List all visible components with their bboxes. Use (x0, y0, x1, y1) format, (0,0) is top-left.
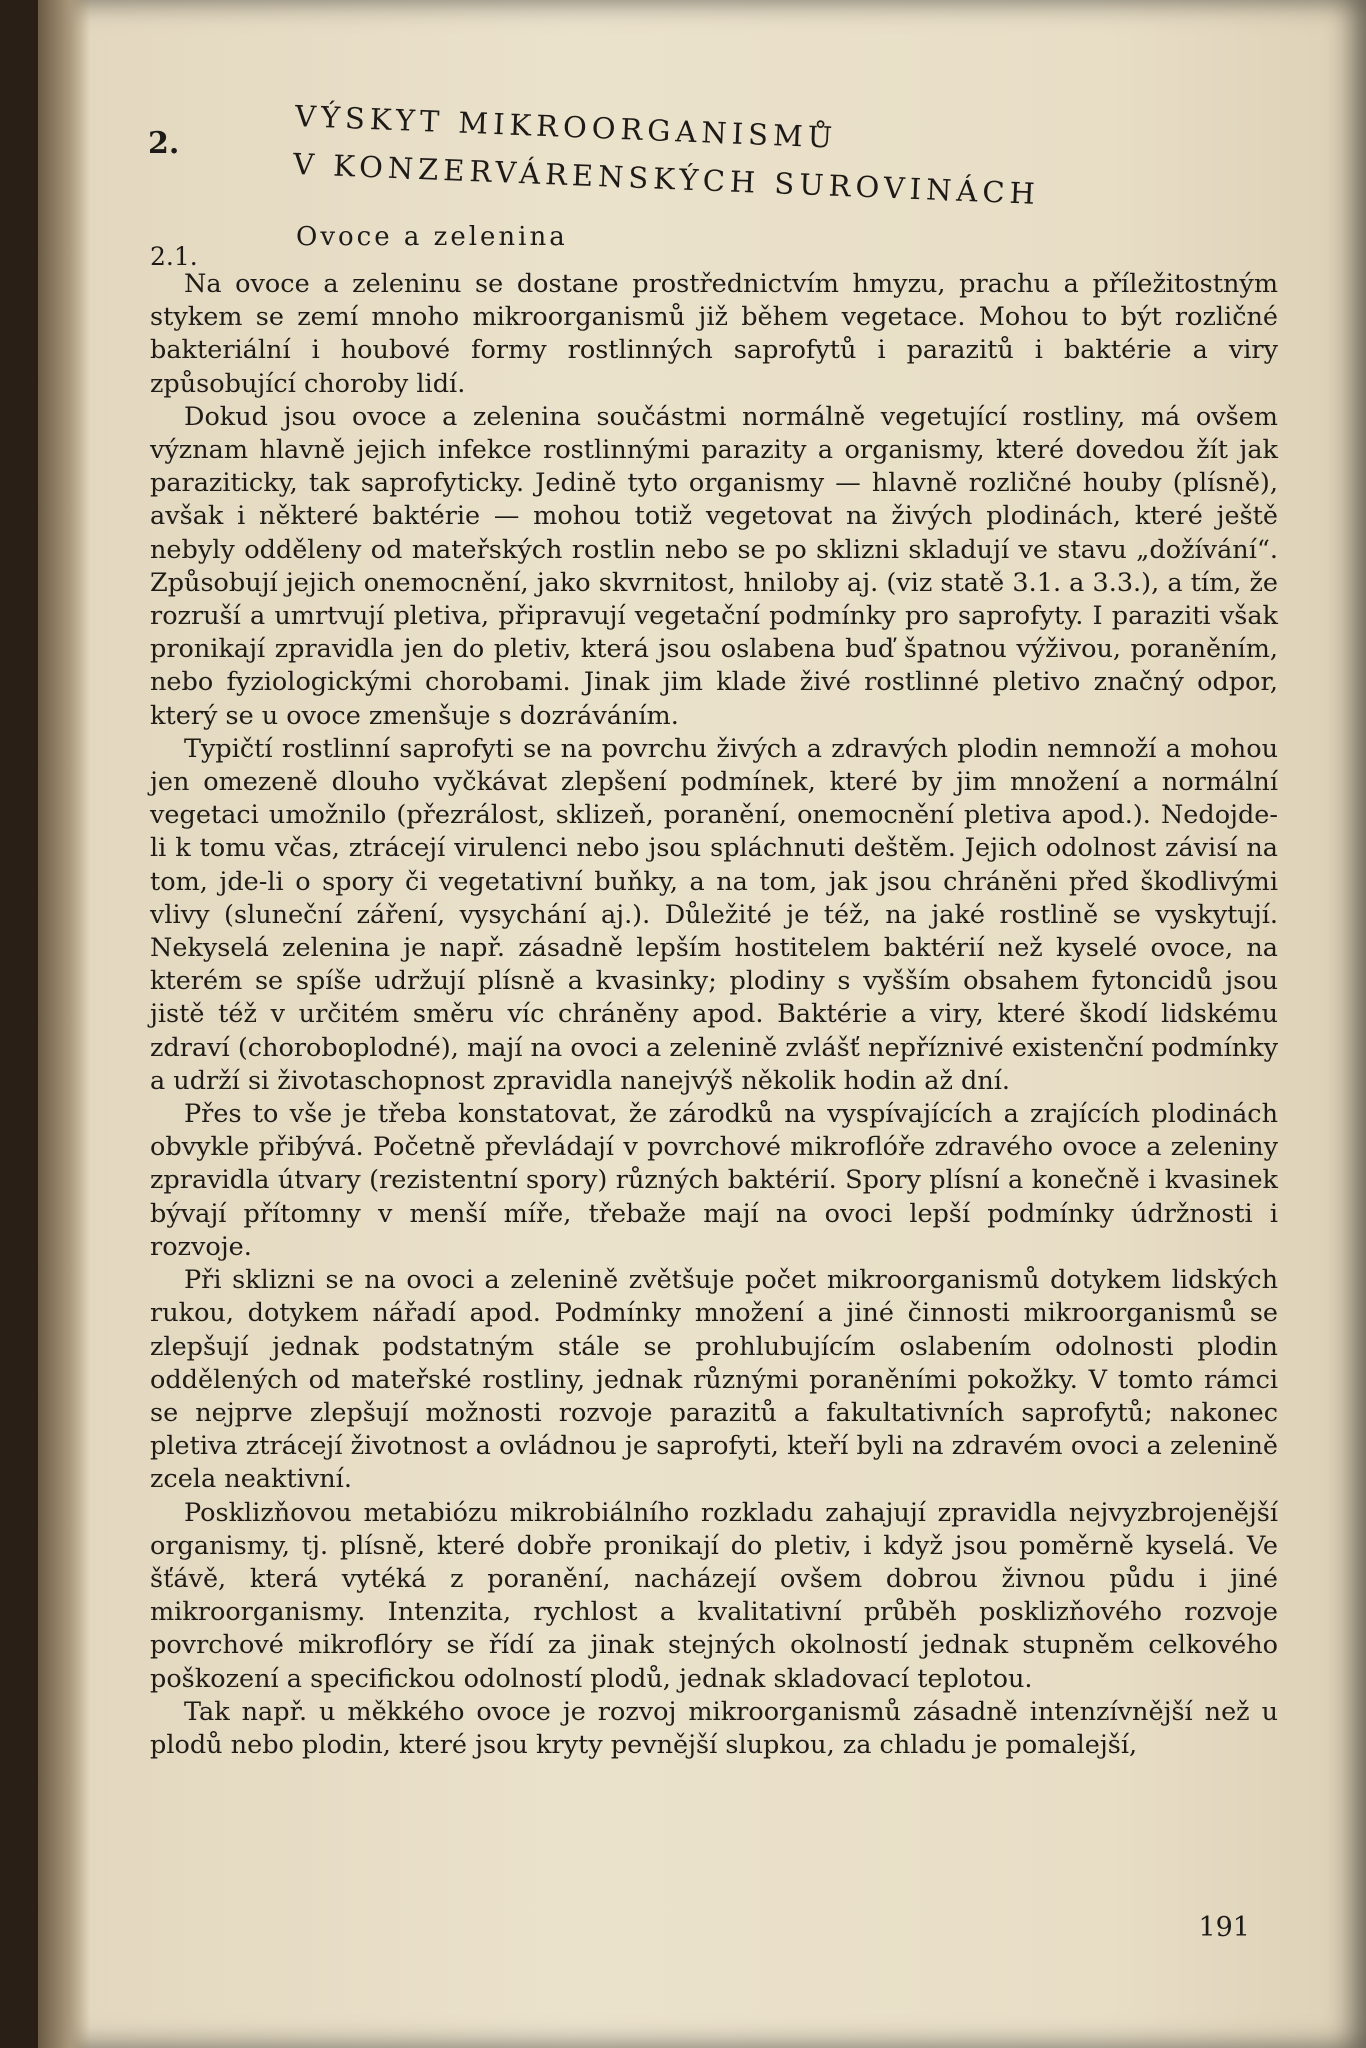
paragraph-7: Tak např. u měkkého ovoce je rozvoj mikroorganismů zásadně intenzívnější než u plodů nebo plodin, které jsou kryty pevnější slupkou, za chladu je pomalejší, (150, 1696, 1278, 1760)
paragraph-5: Při sklizni se na ovoci a zelenině zvětšuje počet mikroorganismů dotykem lidských rukou, dotykem nářadí apod. Podmínky množení a jiné činnosti mikroorganismů se zlepšují jednak podstatným stále se prohlubujícím oslabením odolnosti plodin oddělených od mateřské rostliny, jednak různými poraněními pokožky. V tomto rámci se nejprve zlepšují možnosti rozvoje parazitů a fakultativních saprofytů; nakonec pletiva ztrácejí životnost a ovládnou je saprofyti, kteří byli na zdravém ovoci a zelenině zcela neaktivní. (150, 1265, 1278, 1495)
paragraph-4: Přes to vše je třeba konstatovat, že zárodků na vyspívajících a zrajících plodinách obvykle přibývá. Početně převládají v povrchové mikroflóře zdravého ovoce a zeleniny zpravidla útvary (rezistentní spory) různých baktérií. Spory plísní a konečně i kvasinek bývají přítomny v menší míře, třebaže mají na ovoci lepší podmínky údržnosti i rozvoje. (150, 1099, 1278, 1262)
paragraph-3: Typičtí rostlinní saprofyti se na povrchu živých a zdravých plodin nemnoží a mohou jen omezeně dlouho vyčkávat zlepšení podmínek, které by jim množení a normální vegetaci umožnilo (přezrálost, sklizeň, poranění, onemocnění pletiva apod.). Nedojde-li k tomu včas, ztrácejí virulenci nebo jsou spláchnuti deštěm. Jejich odolnost závisí na tom, jde-li o spory či vegetativní buňky, a na tom, jak jsou chráněni před škodlivými vlivy (sluneční záření, vysychání aj.). Důležité je též, na jaké rostlině se vyskytují. Nekyselá zelenina je např. zásadně lepším hostitelem baktérií než kyselé ovoce, na kterém se spíše udržují plísně a kvasinky; plodiny s vyšším obsahem fytoncidů jsou jistě též v určitém směru víc chráněny apod. Baktérie a viry, které škodí lidskému zdraví (choroboplodné), mají na ovoci a zelenině zvlášť nepříznivé existenční podmínky a udrží si životaschopnost zpravidla nanejvýš několik hodin až dní. (150, 733, 1278, 1096)
section-title: Ovoce a zelenina (296, 222, 568, 252)
body-text (150, 268, 1278, 1762)
paragraph-6: Posklizňovou metabiózu mikrobiálního rozkladu zahajují zpravidla nejvyzbrojenější organismy, tj. plísně, které dobře pronikají do pletiv, i když jsou poměrně kyselá. Ve šťávě, která vytéká z poranění, nacházejí ovšem dobrou živnou půdu i jiné mikroorganismy. Intenzita, rychlost a kvalitativní průběh posklizňového rozvoje povrchové mikroflóry se řídí za jinak stejných okolností jednak stupněm celkového poškození a specifickou odolností plodů, jednak skladovací teplotou. (150, 1497, 1278, 1694)
chapter-title-line-2: V KONZERVÁRENSKÝCH SUROVINÁCH (292, 146, 1041, 211)
chapter-title (292, 92, 1195, 224)
chapter-title-line-1: VÝSKYT MIKROORGANISMŮ (294, 98, 838, 155)
page-number: 191 (1198, 1912, 1250, 1943)
book-spine-shadow (38, 0, 90, 2048)
book-page (38, 0, 1366, 2048)
chapter-number: 2. (148, 126, 180, 161)
section-number: 2.1. (150, 242, 198, 271)
paragraph-2: Dokud jsou ovoce a zelenina součástmi normálně vegetující rostliny, má ovšem význam hlavně jejich infekce rostlinnými parazity a organismy, které dovedou žít jak paraziticky, tak saprofyticky. Jedině tyto organismy — hlavně rozličné houby (plísně), avšak i některé baktérie — mohou totiž vegetovat na živých plodinách, které ještě nebyly odděleny od mateřských rostlin nebo se po sklizni skladují ve stavu „dožívání“. Způsobují jejich onemocnění, jako skvrnitost, hniloby aj. (viz statě 3.1. a 3.3.), a tím, že rozruší a umrtvují pletiva, připravují vegetační podmínky pro saprofyty. I paraziti však pronikají zpravidla jen do pletiv, která jsou oslabena buď špatnou výživou, poraněním, nebo fyziologickými chorobami. Jinak jim klade živé rostlinné pletivo značný odpor, který se u ovoce zmenšuje s dozráváním. (150, 401, 1278, 731)
paragraph-1: Na ovoce a zeleninu se dostane prostřednictvím hmyzu, prachu a příležitostným stykem se zemí mnoho mikroorganismů již během vegetace. Mohou to být rozličné bakteriální i houbové formy rostlinných saprofytů i parazitů i baktérie a viry způsobující choroby lidí. (150, 269, 1278, 399)
